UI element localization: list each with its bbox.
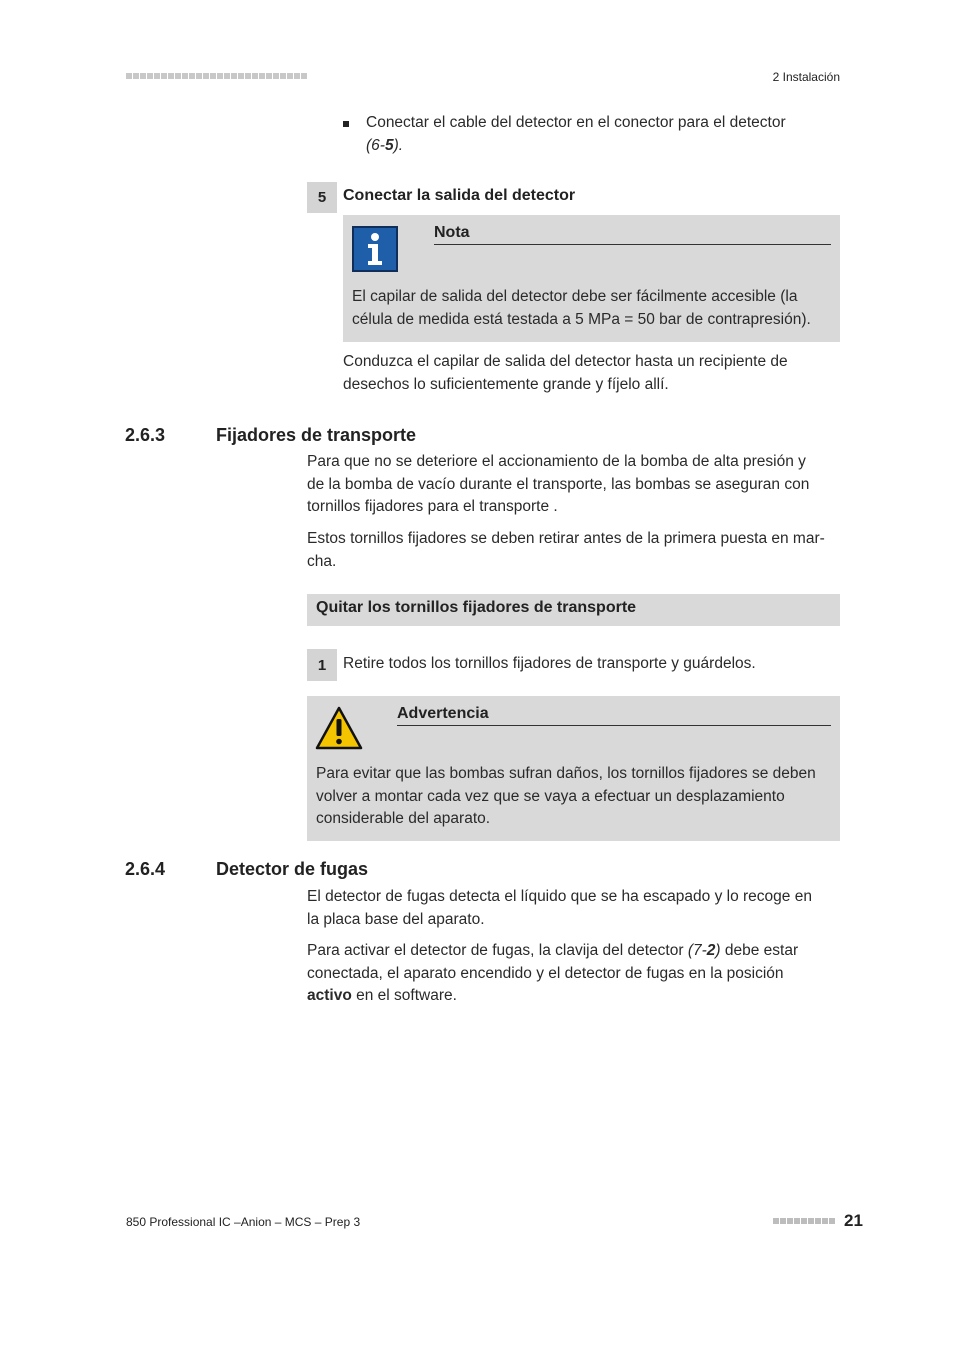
note-text [352, 286, 837, 331]
warning-icon [315, 706, 363, 750]
page-number: 21 [844, 1211, 863, 1230]
section-2-6-3-paragraph-1 [307, 451, 842, 519]
s264-p1-line1: El detector de fugas detecta el líquido que se ha escapado y lo recoge en [307, 888, 812, 905]
s264-p2-line3: activo en el software. [307, 987, 457, 1004]
bullet-marker [343, 121, 349, 127]
step-1-number: 1 [307, 649, 337, 681]
section-2-6-4-number: 2.6.4 [125, 859, 166, 879]
warning-text [316, 763, 836, 831]
section-2-6-4-paragraph-1 [307, 886, 842, 931]
warning-box [307, 696, 840, 841]
s263-p2-line2: cha. [307, 552, 337, 570]
step-1-text: Retire todos los tornillos fijadores de transporte y guárdelos. [343, 655, 756, 672]
s264-p1-line2: la placa base del aparato. [307, 910, 485, 928]
bullet-text-line1: Conectar el cable del detector en el conector para el detector [366, 114, 786, 131]
footer-decoration [773, 1218, 835, 1224]
section-2-6-3-paragraph-2 [307, 528, 842, 573]
bullet-ref: (6-5). [366, 136, 404, 154]
warning-text-line1: Para evitar que las bombas sufran daños, los tornillos fijadores se deben [316, 765, 816, 782]
warning-text-line3: considerable del aparato. [316, 810, 491, 827]
procedure-heading: Quitar los tornillos fijadores de transporte [307, 594, 840, 626]
s264-p2-line2: conectada, el aparato encendido y el detector de fugas en la posición [307, 964, 784, 982]
s263-p1-line2: de la bomba de vacío durante el transporte, las bombas se aseguran con [307, 475, 810, 493]
s264-p2-line1: Para activar el detector de fugas, la clavija del detector (7-2) debe estar [307, 942, 799, 959]
step-5-number: 5 [307, 182, 337, 213]
note-box [343, 215, 840, 342]
footer-product: 850 Professional IC –Anion – MCS – Prep 3 [126, 1215, 361, 1229]
step-5-text-line2: desechos lo suficientemente grande y fíjelo allí. [343, 375, 669, 393]
step-5-text-line1: Conduzca el capilar de salida del detector hasta un recipiente de [343, 353, 788, 370]
warning-text-line2: volver a montar cada vez que se vaya a efectuar un desplazamiento [316, 787, 785, 805]
note-text-line1: El capilar de salida del detector debe ser fácilmente accesible (la [352, 288, 798, 305]
step-5-text [343, 351, 840, 396]
section-2-6-4-paragraph-2 [307, 940, 842, 1008]
section-2-6-3-title: Fijadores de transporte [216, 425, 417, 445]
s263-p1-line1: Para que no se deteriore el accionamiento de la bomba de alta presión y [307, 453, 806, 470]
s263-p2-line1: Estos tornillos fijadores se deben retirar antes de la primera puesta en mar- [307, 530, 825, 547]
note-text-line2: célula de medida está testada a 5 MPa = 50 bar de contrapresión). [352, 310, 811, 328]
header-decoration [126, 73, 307, 79]
info-icon [352, 226, 398, 272]
note-title: Nota [434, 224, 831, 245]
section-2-6-4-title: Detector de fugas [216, 859, 369, 879]
step-5-title: Conectar la salida del detector [343, 187, 576, 204]
bullet-text [366, 112, 836, 157]
warning-title: Advertencia [397, 705, 831, 726]
s264-p2-ref: (7-2) [687, 942, 721, 959]
header-chapter: 2 Instalación [772, 70, 840, 84]
s263-p1-line3: tornillos fijadores para el transporte . [307, 498, 558, 515]
section-2-6-3-number: 2.6.3 [125, 425, 166, 445]
